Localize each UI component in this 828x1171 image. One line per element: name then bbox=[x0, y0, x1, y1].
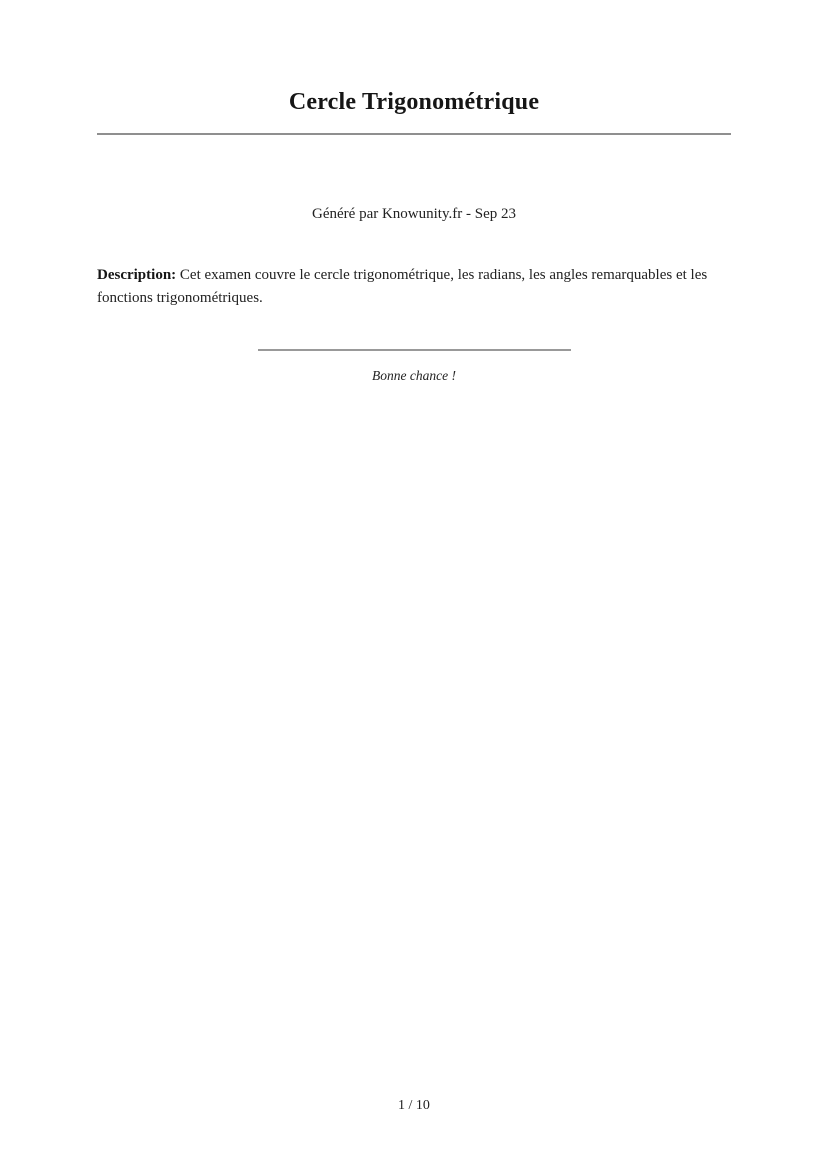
generated-by-line: Généré par Knowunity.fr - Sep 23 bbox=[312, 206, 516, 222]
description-text: Cet examen couvre le cercle trigonométrique, les radians, les angles remarquables et les fonctions trigonométriques. bbox=[97, 267, 708, 306]
page-number: 1 / 10 bbox=[398, 1098, 430, 1113]
good-luck-text: Bonne chance ! bbox=[372, 368, 456, 383]
description-paragraph bbox=[97, 264, 731, 310]
document-title: Cercle Trigonométrique bbox=[288, 89, 540, 115]
page-content bbox=[0, 0, 828, 384]
title-divider bbox=[97, 133, 731, 135]
signature-divider bbox=[258, 349, 571, 351]
description-label: Description: bbox=[97, 267, 177, 283]
